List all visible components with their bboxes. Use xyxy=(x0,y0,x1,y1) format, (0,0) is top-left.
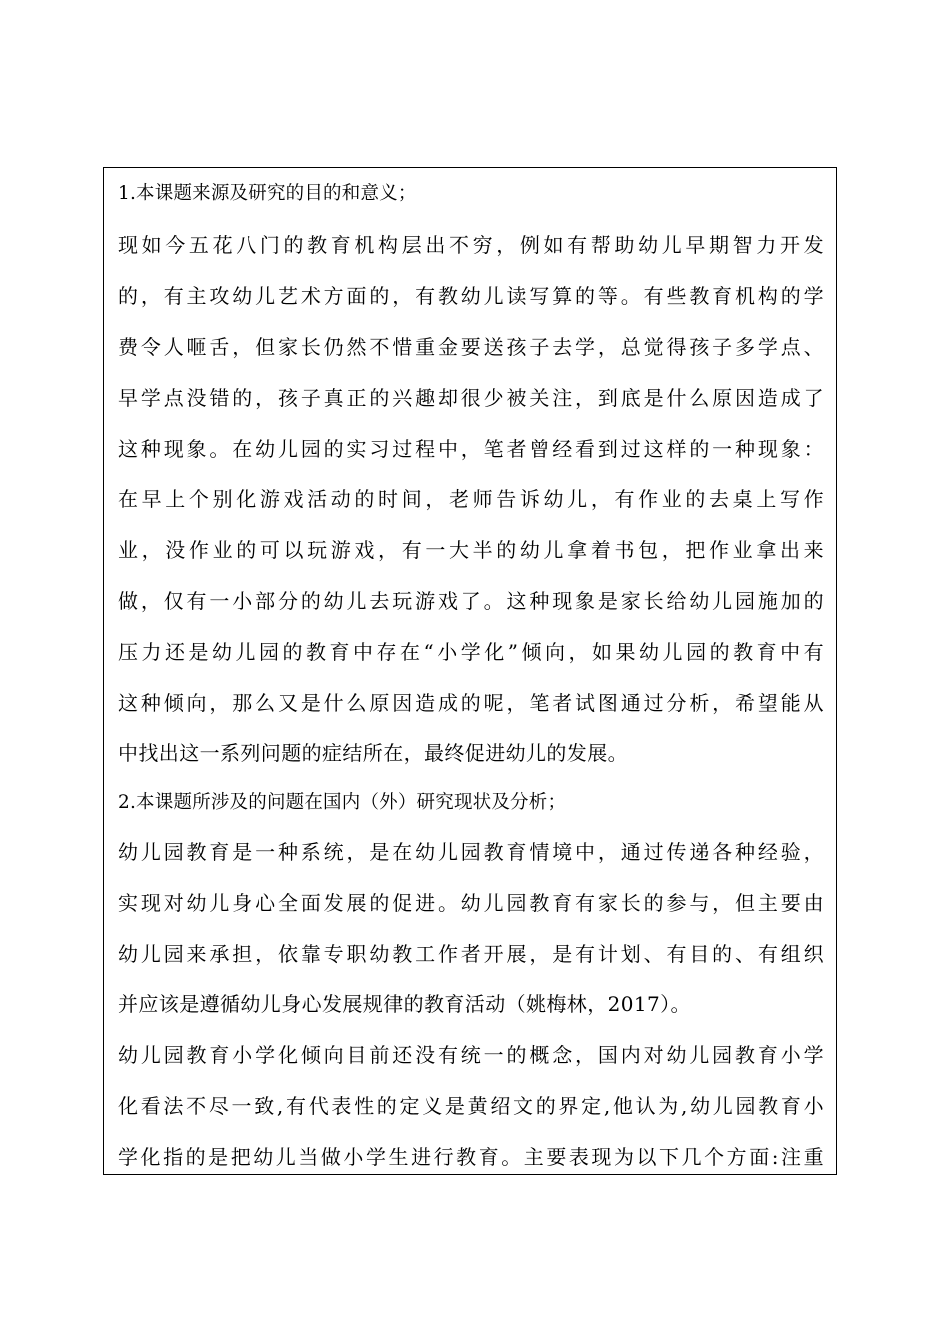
paragraph-line: 幼儿园教育是一种系统，是在幼儿园教育情境中，通过传递各种经验， xyxy=(118,840,824,864)
paragraph-line: 幼儿园教育小学化倾向目前还没有统一的概念，国内对幼儿园教育小学 xyxy=(118,1043,824,1067)
section-2-heading: 2.本课题所涉及的问题在国内（外）研究现状及分析； xyxy=(118,792,567,813)
paragraph-line: 在早上个别化游戏活动的时间，老师告诉幼儿，有作业的去桌上写作 xyxy=(118,487,824,511)
paragraph-line: 并应该是遵循幼儿身心发展规律的教育活动（姚梅林，2017）。 xyxy=(118,992,691,1016)
paragraph-line: 早学点没错的，孩子真正的兴趣却很少被关注，到底是什么原因造成了 xyxy=(118,386,824,410)
paragraph-line: 学化指的是把幼儿当做小学生进行教育。主要表现为以下几个方面:注重 xyxy=(118,1145,824,1169)
paragraph-line: 中找出这一系列问题的症结所在，最终促进幼儿的发展。 xyxy=(118,741,628,765)
paragraph-line: 现如今五花八门的教育机构层出不穷，例如有帮助幼儿早期智力开发 xyxy=(118,233,824,257)
paragraph-line: 做，仅有一小部分的幼儿去玩游戏了。这种现象是家长给幼儿园施加的 xyxy=(118,589,824,613)
paragraph-line: 这种现象。在幼儿园的实习过程中，笔者曾经看到过这样的一种现象： xyxy=(118,437,824,461)
paragraph-line: 幼儿园来承担，依靠专职幼教工作者开展，是有计划、有目的、有组织 xyxy=(118,942,824,966)
paragraph-line: 业，没作业的可以玩游戏，有一大半的幼儿拿着书包，把作业拿出来 xyxy=(118,538,824,562)
document-text-box xyxy=(103,167,837,1175)
paragraph-line: 化看法不尽一致,有代表性的定义是黄绍文的界定,他认为,幼儿园教育小 xyxy=(118,1094,824,1118)
section-1-heading: 1.本课题来源及研究的目的和意义； xyxy=(118,183,417,204)
paragraph-line: 的，有主攻幼儿艺术方面的，有教幼儿读写算的等。有些教育机构的学 xyxy=(118,284,824,308)
paragraph-line: 实现对幼儿身心全面发展的促进。幼儿园教育有家长的参与，但主要由 xyxy=(118,891,824,915)
paragraph-line: 这种倾向，那么又是什么原因造成的呢，笔者试图通过分析，希望能从 xyxy=(118,691,824,715)
paragraph-line: 压力还是幼儿园的教育中存在“小学化”倾向，如果幼儿园的教育中有 xyxy=(118,640,824,664)
paragraph-line: 费令人咂舌，但家长仍然不惜重金要送孩子去学，总觉得孩子多学点、 xyxy=(118,335,824,359)
